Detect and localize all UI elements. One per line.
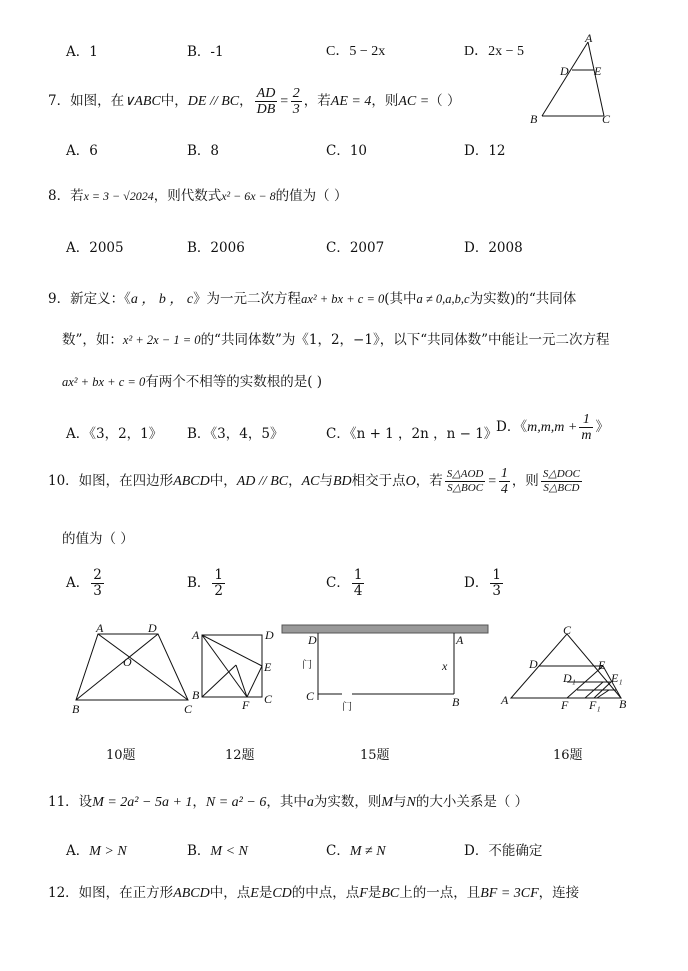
q6-option-a: A．1 xyxy=(66,44,98,60)
q9-line2: 数”，如：x² + 2x − 1 = 0的“共同体数”为《1，2，−1》，以下“共同体数”中能让一元二次方程 xyxy=(62,332,610,348)
svg-text:A: A xyxy=(192,628,200,642)
q11-option-b: B．M < N xyxy=(187,843,248,859)
q10-area-ratio: $\frac{\text{S△AOD}}{\text{S△BOC}}$ xyxy=(446,468,484,494)
q8-option-d: D．2008 xyxy=(464,240,523,256)
q11-option-d: D．不能确定 xyxy=(464,843,543,859)
q9-line1: 9．新定义：《a ， b ， c》为一元二次方程ax² + bx + c = 0(其中a ≠ 0,a,b,c为实数)的“共同体 xyxy=(48,291,577,307)
q10-target-ratio: $\frac{\text{S△DOC}}{\text{S△BCD}}$ xyxy=(542,468,580,494)
q11-option-c: C．M ≠ N xyxy=(326,843,386,859)
svg-text:F: F xyxy=(242,698,250,710)
q10-stem: 10．如图，在四边形ABCD中，AD // BC，AC与BD相交于点O，若 $\frac{\text{S△AOD}}{\text{S△BOC}}$ = $\frac{1}{4}$ ，则 $\frac{\text{S△DOC}}{\text{S△BCD}}$ xyxy=(48,466,580,497)
q8-option-b: B．2006 xyxy=(187,240,245,256)
fig10-trapezoid xyxy=(66,620,201,720)
fig10-caption: 10题 xyxy=(106,748,136,763)
svg-text:A: A xyxy=(96,621,104,635)
q7-option-c: C．10 xyxy=(326,143,368,159)
q7-fraction: $\frac{AD}{DB}$ xyxy=(256,86,276,117)
q10-option-c: C． $\frac{1}{4}$ xyxy=(326,567,363,599)
fig16-caption: 16题 xyxy=(553,748,583,763)
fig12-caption: 12题 xyxy=(225,748,255,763)
svg-text:C: C xyxy=(184,702,193,716)
svg-text:C: C xyxy=(563,623,572,637)
q7-label-c: C xyxy=(602,112,611,126)
svg-text:D₁: D₁ xyxy=(563,671,576,685)
fig12-square xyxy=(190,625,280,710)
q8-option-c: C．2007 xyxy=(326,240,385,256)
q8-stem: 8．若x = 3 − √2024，则代数式x² − 6x − 8的值为（ ） xyxy=(48,188,348,204)
svg-text:A: A xyxy=(501,693,509,707)
q7-option-a: A．6 xyxy=(66,143,98,159)
q6-option-d: D．2x − 5 xyxy=(464,44,525,59)
q10-line2: 的值为（ ） xyxy=(62,531,134,547)
q7-stem: 7．如图，在∨ABC中，DE // BC， $\frac{AD}{DB}$ = $\frac{2}{3}$ ，若AE = 4，则AC =（ ） xyxy=(48,86,461,117)
q9-option-c: C．《n + 1 ，2n ，n − 1》 xyxy=(326,426,498,442)
q11-stem: 11．设M = 2a² − 5a + 1，N = a² − 6，其中a为实数，则M与N的大小关系是（ ） xyxy=(48,794,529,810)
svg-text:B: B xyxy=(192,688,200,702)
svg-text:F₁: F₁ xyxy=(589,698,601,712)
fig15-fence xyxy=(280,620,492,720)
q9-options xyxy=(0,412,688,448)
svg-text:E: E xyxy=(264,660,272,674)
q8-option-a: A．2005 xyxy=(66,240,124,256)
fig16-triangle xyxy=(497,622,637,714)
svg-text:D: D xyxy=(148,621,157,635)
svg-text:D: D xyxy=(265,628,274,642)
q9-line3: ax² + bx + c = 0有两个不相等的实数根的是( ) xyxy=(62,374,323,390)
q7-value: $\frac{2}{3}$ xyxy=(292,86,300,117)
q6-option-b: B．-1 xyxy=(187,44,224,60)
q9-option-d: D．《m,m,m + $\frac{1}{m}$ 》 xyxy=(496,412,609,443)
q9-option-a: A．《3，2，1》 xyxy=(66,426,163,442)
q6-option-c: C．5 − 2x xyxy=(326,44,386,59)
svg-text:E: E xyxy=(598,658,606,672)
svg-text:x: x xyxy=(442,659,448,673)
svg-text:D: D xyxy=(529,657,538,671)
q12-stem: 12．如图，在正方形ABCD中，点E是CD的中点，点F是BC上的一点，且BF = 3CF，连接 xyxy=(48,885,580,901)
svg-text:B: B xyxy=(619,697,627,711)
fig15-caption: 15题 xyxy=(360,748,390,763)
svg-text:F: F xyxy=(561,698,569,712)
q7-option-d: D．12 xyxy=(464,143,506,159)
svg-text:D: D xyxy=(308,633,317,647)
svg-text:B: B xyxy=(72,702,80,716)
q7-label-d: D xyxy=(560,64,569,78)
q11-options xyxy=(0,839,688,859)
q7-options xyxy=(0,139,688,159)
q7-label-a: A xyxy=(585,31,593,45)
svg-text:O: O xyxy=(123,655,132,669)
svg-text:门: 门 xyxy=(302,660,312,671)
q9-option-b: B．《3，4，5》 xyxy=(187,426,284,442)
q7-option-b: B．8 xyxy=(187,143,220,159)
q7-label-e: E xyxy=(594,64,602,78)
svg-text:B: B xyxy=(452,695,460,709)
q10-options xyxy=(0,568,688,604)
q8-options xyxy=(0,236,688,256)
q11-option-a: A．M > N xyxy=(66,843,127,859)
svg-text:E₁: E₁ xyxy=(611,671,623,685)
svg-text:门: 门 xyxy=(342,702,352,713)
q10-option-a: A． $\frac{2}{3}$ xyxy=(66,567,102,599)
q7-triangle-figure xyxy=(526,30,616,130)
q10-option-b: B． $\frac{1}{2}$ xyxy=(187,567,224,599)
q10-ratio-value: $\frac{1}{4}$ xyxy=(500,466,508,497)
svg-text:A: A xyxy=(456,633,464,647)
svg-text:C: C xyxy=(264,692,273,706)
q7-label-b: B xyxy=(530,112,538,126)
svg-text:C: C xyxy=(306,689,315,703)
q10-option-d: D． $\frac{1}{3}$ xyxy=(464,567,501,599)
